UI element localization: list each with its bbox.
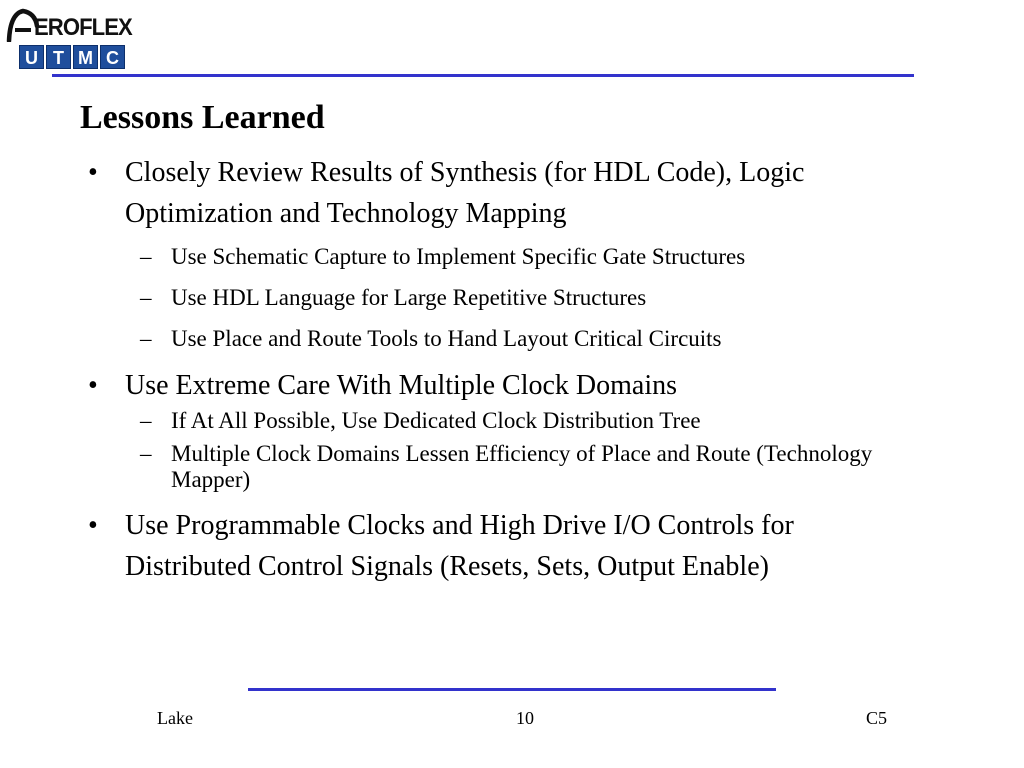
sub-bullet-text: Use Place and Route Tools to Hand Layout Critical Circuits [171, 326, 722, 351]
sub-bullet-text: Use Schematic Capture to Implement Specific Gate Structures [171, 244, 746, 269]
bullet-mark: • [88, 510, 98, 541]
sub-bullet-item [140, 441, 900, 493]
bullet-text: Closely Review Results of Synthesis (for HDL Code), Logic Optimization and Technology Mapping [125, 157, 805, 229]
bullet-mark: • [88, 370, 98, 401]
bullet-item [88, 365, 908, 406]
sub-bullet-mark: – [140, 244, 152, 269]
bullet-text: Use Programmable Clocks and High Drive I/O Controls for Distributed Control Signals (Resets, Sets, Output Enable) [125, 510, 794, 582]
sub-bullet-text: Multiple Clock Domains Lessen Efficiency of Place and Route (Technology Mapper) [171, 441, 873, 492]
sub-bullet-item [140, 326, 900, 352]
sub-bullet-text: If At All Possible, Use Dedicated Clock Distribution Tree [171, 408, 701, 433]
footer-page-number: 10 [516, 708, 534, 728]
slide-title: Lessons Learned [80, 99, 325, 136]
utmc-letter: T [46, 45, 71, 69]
sub-bullet-mark: – [140, 408, 152, 433]
sub-bullet-item [140, 408, 900, 434]
sub-bullet-mark: – [140, 326, 152, 351]
utmc-letter: M [73, 45, 98, 69]
utmc-letter: C [100, 45, 125, 69]
aeroflex-text: EROFLEX [34, 14, 132, 41]
sub-bullet-mark: – [140, 441, 152, 466]
footer-author: Lake [157, 708, 193, 728]
footer-rule [248, 688, 776, 691]
bullet-item [88, 152, 908, 234]
sub-bullet-mark: – [140, 285, 152, 310]
sub-bullet-text: Use HDL Language for Large Repetitive Structures [171, 285, 647, 310]
bullet-item [88, 505, 908, 587]
bullet-mark: • [88, 157, 98, 188]
sub-bullet-item [140, 285, 900, 311]
footer-section-code: C5 [866, 708, 888, 728]
utmc-letter: U [19, 45, 44, 69]
bullet-text: Use Extreme Care With Multiple Clock Domains [125, 370, 678, 401]
sub-bullet-item [140, 244, 900, 270]
